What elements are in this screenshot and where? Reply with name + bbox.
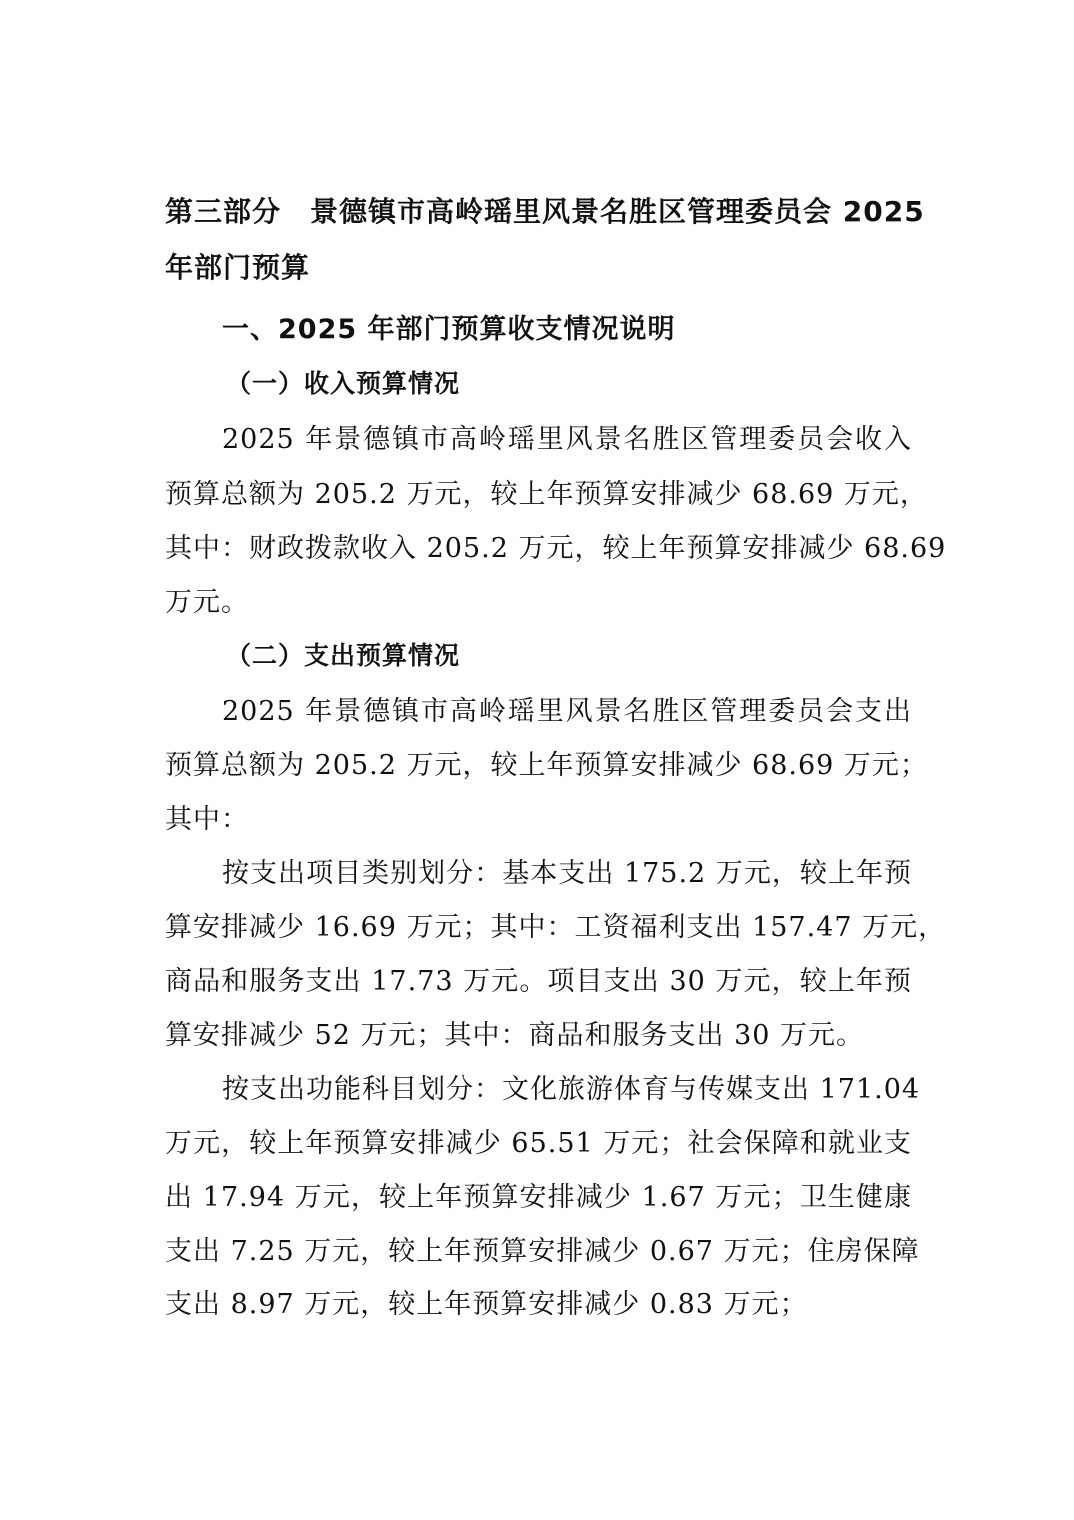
paragraph-line: 算安排减少 52 万元；其中：商品和服务支出 30 万元。 xyxy=(165,1020,865,1051)
paragraph-line: 出 17.94 万元，较上年预算安排减少 1.67 万元；卫生健康 xyxy=(165,1182,912,1213)
subsection-heading-expense: （二）支出预算情况 xyxy=(226,641,461,670)
section-heading: 一、2025 年部门预算收支情况说明 xyxy=(222,314,676,345)
paragraph-line: 预算总额为 205.2 万元，较上年预算安排减少 68.69 万元， xyxy=(165,479,928,510)
paragraph-line: 万元，较上年预算安排减少 65.51 万元；社会保障和就业支 xyxy=(165,1128,912,1159)
paragraph-line: 按支出功能科目划分：文化旅游体育与传媒支出 171.04 xyxy=(222,1074,921,1105)
paragraph-line: 预算总额为 205.2 万元，较上年预算安排减少 68.69 万元； xyxy=(165,750,928,781)
paragraph-line: 2025 年景德镇市高岭瑶里风景名胜区管理委员会支出 xyxy=(222,696,912,727)
paragraph-line: 2025 年景德镇市高岭瑶里风景名胜区管理委员会收入 xyxy=(222,424,912,455)
paragraph-line: 算安排减少 16.69 万元；其中：工资福利支出 157.47 万元， xyxy=(165,912,947,943)
paragraph-line: 支出 8.97 万元，较上年预算安排减少 0.83 万元； xyxy=(165,1289,808,1320)
paragraph-line: 其中：财政拨款收入 205.2 万元，较上年预算安排减少 68.69 xyxy=(165,533,947,564)
paragraph-line: 其中： xyxy=(165,804,249,835)
page-title-line: 第三部分 景德镇市高岭瑶里风景名胜区管理委员会 2025 xyxy=(165,195,925,228)
subsection-heading-income: （一）收入预算情况 xyxy=(226,369,461,398)
paragraph-line: 商品和服务支出 17.73 万元。项目支出 30 万元，较上年预 xyxy=(165,966,912,997)
paragraph-line: 按支出项目类别划分：基本支出 175.2 万元，较上年预 xyxy=(222,858,912,889)
paragraph-line: 支出 7.25 万元，较上年预算安排减少 0.67 万元；住房保障 xyxy=(165,1236,920,1267)
paragraph-line: 万元。 xyxy=(165,587,249,618)
page-title-line: 年部门预算 xyxy=(165,251,311,284)
